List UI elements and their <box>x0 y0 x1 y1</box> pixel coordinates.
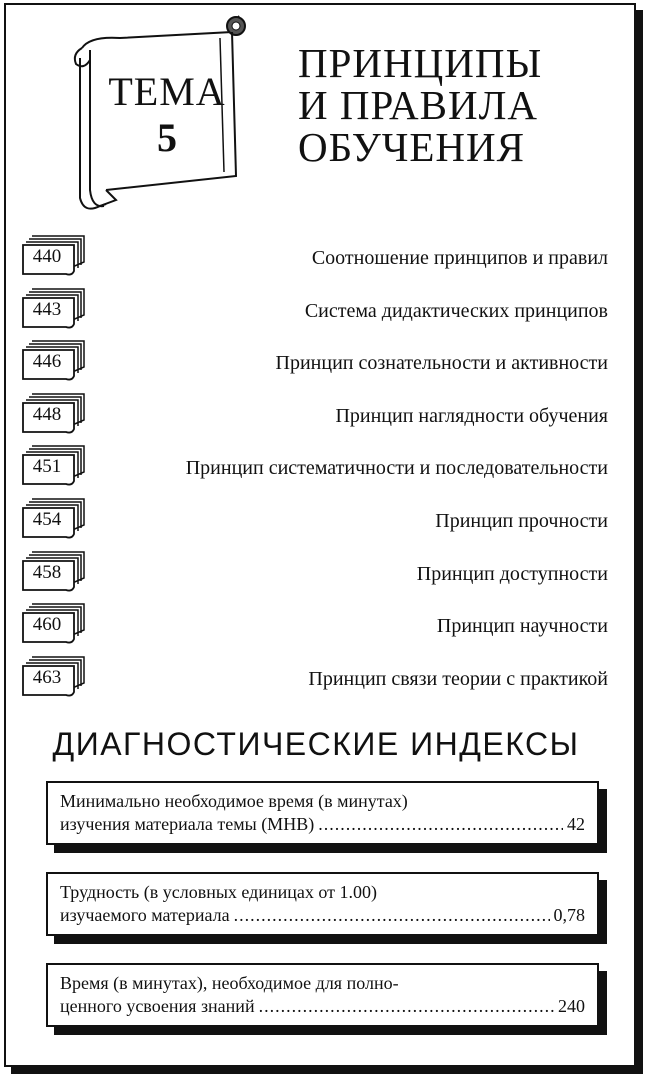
title-line: ПРИНЦИПЫ <box>298 40 543 86</box>
contents-item-label: Принцип научности <box>436 615 608 638</box>
diagnostic-index-box <box>46 963 599 1027</box>
page-badge <box>22 602 86 644</box>
page-number: 458 <box>32 561 62 583</box>
page-number: 454 <box>32 508 62 530</box>
index-line2-row <box>60 995 585 1018</box>
page-badge <box>22 392 86 434</box>
diagnostic-index-box <box>46 872 599 936</box>
contents-item-label: Принцип сознательности и активности <box>275 352 608 375</box>
contents-item[interactable] <box>20 285 612 338</box>
page-badge <box>22 444 86 486</box>
page-number: 451 <box>32 456 62 478</box>
dot-leader <box>234 904 550 927</box>
tema-label: ТЕМА <box>108 69 226 114</box>
contents-item[interactable] <box>20 337 612 390</box>
page-badge <box>22 497 86 539</box>
contents-item-label: Принцип прочности <box>435 509 608 532</box>
index-line2: изучения материала темы (МНВ) <box>60 814 315 834</box>
index-value: 0,78 <box>553 905 585 925</box>
contents-item-label: Соотношение принципов и правил <box>311 247 608 269</box>
page-badge <box>22 339 86 381</box>
title-line: И ПРАВИЛА <box>298 82 539 128</box>
page-badge <box>22 287 86 329</box>
page-badge <box>22 550 86 592</box>
index-line1: Время (в минутах), необходимое для полно- <box>60 973 399 993</box>
page-number: 460 <box>32 614 62 636</box>
dot-leader <box>318 813 563 836</box>
index-line1: Трудность (в условных единицах от 1.00) <box>60 882 377 902</box>
contents-item-label: Принцип связи теории с практикой <box>308 667 608 690</box>
index-line2: ценного усвоения знаний <box>60 996 255 1016</box>
contents-item[interactable] <box>20 442 612 495</box>
page-number: 443 <box>32 298 62 320</box>
contents-item-label: Принцип доступности <box>416 562 608 585</box>
contents-item[interactable] <box>20 600 612 653</box>
index-line1: Минимально необходимое время (в минутах) <box>60 791 408 811</box>
page-number: 440 <box>32 246 62 267</box>
page-title <box>298 42 628 168</box>
contents-list <box>20 232 612 705</box>
tema-number: 5 <box>157 115 177 160</box>
dot-leader <box>259 995 554 1018</box>
contents-item[interactable] <box>20 548 612 601</box>
index-value: 42 <box>567 814 585 834</box>
page-number: 446 <box>32 351 62 373</box>
contents-item-label: Система дидактических принципов <box>304 299 608 322</box>
contents-item[interactable] <box>20 495 612 548</box>
contents-item-label: Принцип наглядности обучения <box>335 404 608 427</box>
contents-item-label: Принцип систематичности и последовательности <box>185 457 608 480</box>
scroll-icon <box>60 14 260 214</box>
diagnostics-heading: ДИАГНОСТИЧЕСКИЕ ИНДЕКСЫ <box>52 726 580 762</box>
page-number: 448 <box>32 403 62 425</box>
contents-item[interactable] <box>20 653 612 706</box>
title-line: ОБУЧЕНИЯ <box>298 124 525 170</box>
contents-item[interactable] <box>20 232 612 285</box>
index-line2: изучаемого материала <box>60 905 230 925</box>
contents-item[interactable] <box>20 390 612 443</box>
index-value: 240 <box>558 996 585 1016</box>
page-badge <box>22 234 86 276</box>
page-number: 463 <box>32 666 62 688</box>
theme-scroll-banner <box>60 14 260 214</box>
diagnostic-index-box <box>46 781 599 845</box>
page-badge <box>22 655 86 697</box>
index-line2-row <box>60 813 585 836</box>
index-line2-row <box>60 904 585 927</box>
